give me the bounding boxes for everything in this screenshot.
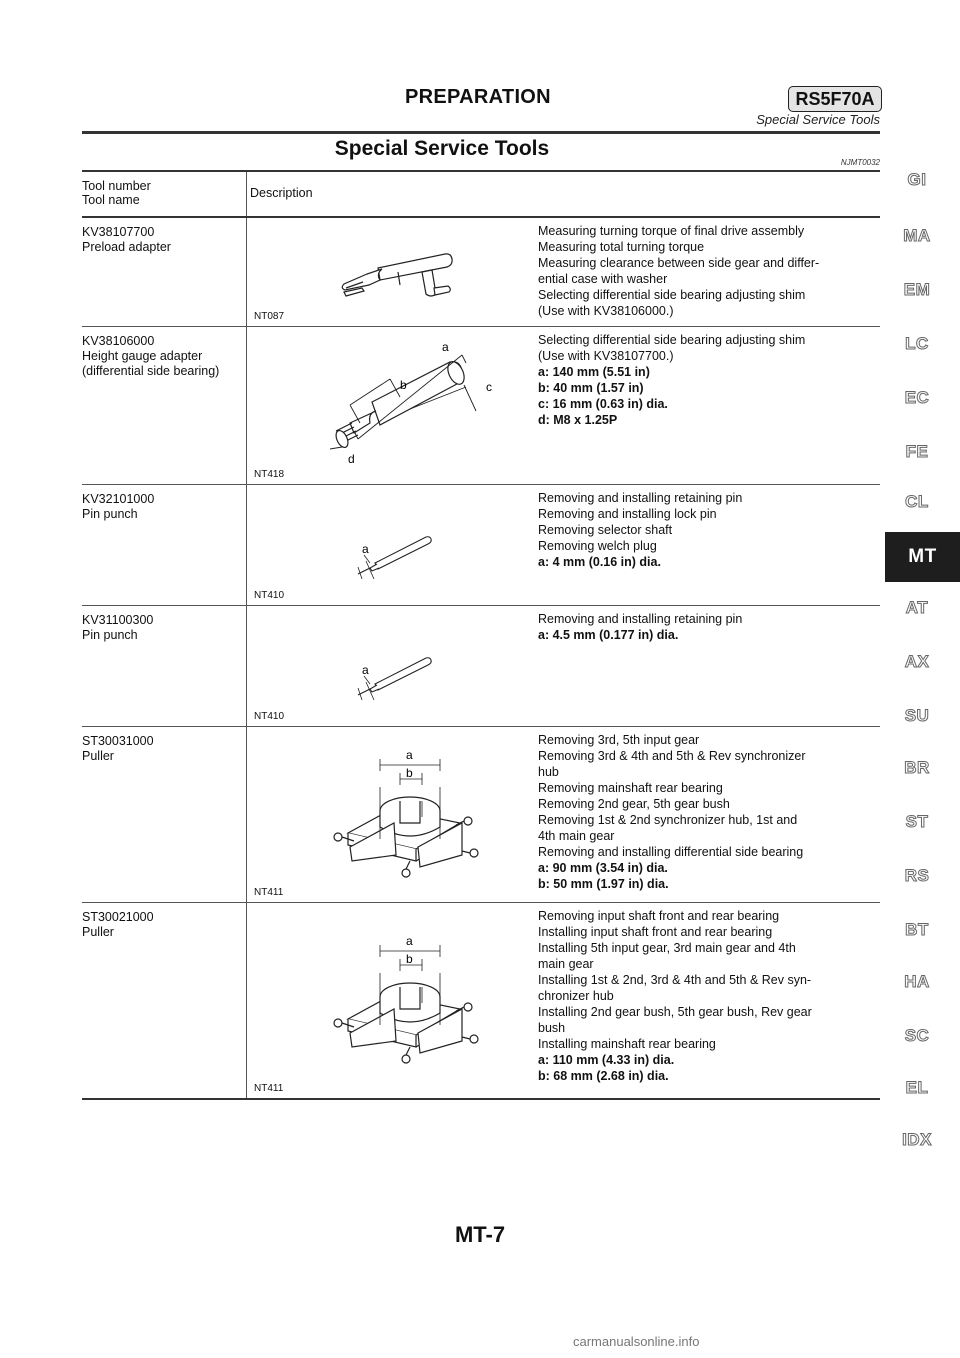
desc-line: Measuring total turning torque (538, 240, 705, 254)
header-rule (82, 131, 880, 134)
tool-description (538, 223, 878, 319)
callout-b: b (406, 766, 413, 780)
tool-figure (250, 485, 534, 605)
desc-line: Removing 3rd & 4th and 5th & Rev synchronizer (538, 749, 806, 763)
header-tool-col (82, 179, 151, 207)
tool-number: ST30021000 (82, 910, 154, 924)
spec-line: b: 40 mm (1.57 in) (538, 381, 644, 395)
tab-ec[interactable]: EC (904, 388, 930, 407)
desc-line: Removing and installing retaining pin (538, 491, 743, 505)
tab-st[interactable]: ST (905, 812, 929, 831)
callout-a: a (362, 663, 369, 677)
pin-punch-illustration (250, 485, 534, 605)
desc-line: main gear (538, 957, 594, 971)
column-divider (246, 606, 247, 726)
desc-line: bush (538, 1021, 566, 1035)
desc-line: hub (538, 765, 559, 779)
header-tool-number: Tool number (82, 179, 151, 193)
tool-id (82, 613, 153, 643)
tool-figure (250, 727, 534, 902)
table-row (82, 218, 880, 327)
tool-name: Pin punch (82, 507, 138, 521)
tool-id (82, 334, 219, 379)
desc-line: Removing and installing differential side bearing (538, 845, 804, 859)
puller-illustration (250, 903, 534, 1098)
desc-line: Selecting differential side bearing adjusting shim (538, 333, 806, 347)
callout-c: c (486, 380, 492, 394)
desc-line: Removing and installing lock pin (538, 507, 717, 521)
desc-line: ential case with washer (538, 272, 668, 286)
desc-line: (Use with KV38107700.) (538, 349, 674, 363)
tab-ma[interactable]: MA (903, 226, 931, 245)
tool-id (82, 225, 171, 255)
tool-number: KV32101000 (82, 492, 155, 506)
table-row (82, 727, 880, 903)
tool-name: (differential side bearing) (82, 364, 220, 378)
watermark: carmanualsonline.info (573, 1334, 700, 1349)
tab-sc[interactable]: SC (904, 1026, 930, 1045)
tab-at[interactable]: AT (905, 598, 929, 617)
desc-line: Removing input shaft front and rear bearing (538, 909, 780, 923)
desc-line: Installing mainshaft rear bearing (538, 1037, 716, 1051)
desc-line: Removing 1st & 2nd synchronizer hub, 1st and (538, 813, 798, 827)
tab-ax[interactable]: AX (904, 652, 930, 671)
desc-line: Selecting differential side bearing adjusting shim (538, 288, 806, 302)
figure-code: NT087 (254, 311, 285, 322)
column-divider (246, 727, 247, 902)
callout-a: a (362, 542, 369, 556)
tab-gi[interactable]: GI (907, 170, 927, 189)
tab-bt[interactable]: BT (905, 920, 929, 939)
spec-line: c: 16 mm (0.63 in) dia. (538, 397, 668, 411)
column-divider (246, 172, 247, 216)
column-divider (246, 485, 247, 605)
tool-number: KV38107700 (82, 225, 155, 239)
tab-su[interactable]: SU (904, 706, 930, 725)
tool-figure (250, 903, 534, 1098)
desc-line: Installing 2nd gear bush, 5th gear bush, Rev gear (538, 1005, 812, 1019)
spec-line: d: M8 x 1.25P (538, 413, 618, 427)
table-row (82, 606, 880, 727)
spec-line: a: 4.5 mm (0.177 in) dia. (538, 628, 679, 642)
desc-line: Removing 2nd gear, 5th gear bush (538, 797, 730, 811)
tab-fe[interactable]: FE (905, 442, 929, 461)
figure-code: NT411 (254, 1083, 284, 1094)
figure-code: NT411 (254, 887, 284, 898)
page-number: MT-7 (454, 1222, 506, 1247)
tool-id (82, 492, 154, 522)
tool-name: Puller (82, 925, 114, 939)
tab-lc[interactable]: LC (905, 334, 929, 353)
desc-line: Removing selector shaft (538, 523, 673, 537)
tool-name: Preload adapter (82, 240, 171, 254)
column-divider (246, 218, 247, 326)
callout-a: a (406, 748, 413, 762)
table-row (82, 903, 880, 1098)
spec-line: b: 50 mm (1.97 in) dia. (538, 877, 669, 891)
figure-code: NT410 (254, 711, 285, 722)
tool-name: Puller (82, 749, 114, 763)
column-divider (246, 903, 247, 1098)
desc-line: Measuring turning torque of final drive assembly (538, 224, 805, 238)
preload-adapter-illustration (250, 218, 534, 326)
desc-line: Installing 1st & 2nd, 3rd & 4th and 5th & Rev syn- (538, 973, 812, 987)
callout-a: a (406, 934, 413, 948)
figure-code: NT418 (254, 469, 285, 480)
tool-number: KV38106000 (82, 334, 155, 348)
figure-code: NT410 (254, 590, 285, 601)
tools-table (82, 172, 880, 1100)
tab-el[interactable]: EL (905, 1078, 929, 1097)
spec-line: a: 140 mm (5.51 in) (538, 365, 650, 379)
section-title: Special Service Tools (334, 137, 550, 160)
tab-br[interactable]: BR (904, 758, 930, 777)
tab-em[interactable]: EM (903, 280, 931, 299)
tab-idx[interactable]: IDX (902, 1130, 932, 1149)
tool-name: Pin punch (82, 628, 138, 642)
column-divider (246, 327, 247, 484)
desc-line: Removing mainshaft rear bearing (538, 781, 723, 795)
height-gauge-adapter-illustration (250, 327, 534, 484)
header-subtitle: Special Service Tools (756, 112, 880, 127)
desc-line: chronizer hub (538, 989, 614, 1003)
table-bottom-rule (82, 1098, 880, 1100)
model-badge: RS5F70A (788, 86, 882, 112)
callout-d: d (348, 452, 355, 466)
puller-illustration (250, 727, 534, 902)
desc-line: Measuring clearance between side gear and differ- (538, 256, 820, 270)
desc-line: Installing input shaft front and rear bearing (538, 925, 773, 939)
tool-description (538, 732, 878, 892)
table-row (82, 327, 880, 485)
section-code: NJMT0032 (840, 158, 880, 167)
callout-b: b (400, 378, 407, 392)
desc-line: Installing 5th input gear, 3rd main gear and 4th (538, 941, 796, 955)
spec-line: a: 4 mm (0.16 in) dia. (538, 555, 661, 569)
header-tool-name: Tool name (82, 193, 140, 207)
table-header (82, 172, 880, 218)
tool-figure (250, 327, 534, 484)
tool-number: ST30031000 (82, 734, 154, 748)
tool-description (538, 332, 878, 428)
callout-a: a (442, 340, 449, 354)
desc-line: Removing 3rd, 5th input gear (538, 733, 700, 747)
tab-rs[interactable]: RS (904, 866, 930, 885)
desc-line: Removing welch plug (538, 539, 657, 553)
desc-line: 4th main gear (538, 829, 615, 843)
tool-number: KV31100300 (82, 613, 154, 627)
tool-id (82, 910, 154, 940)
desc-line: (Use with KV38106000.) (538, 304, 674, 318)
table-row (82, 485, 880, 606)
tool-figure (250, 218, 534, 326)
tab-cl[interactable]: CL (905, 492, 929, 511)
spec-line: b: 68 mm (2.68 in) dia. (538, 1069, 669, 1083)
desc-line: Removing and installing retaining pin (538, 612, 743, 626)
spec-line: a: 90 mm (3.54 in) dia. (538, 861, 668, 875)
tool-description (538, 490, 878, 570)
tab-ha[interactable]: HA (904, 972, 930, 991)
tool-id (82, 734, 154, 764)
header-title: PREPARATION (405, 86, 551, 108)
tool-figure (250, 606, 534, 726)
tab-mt-active[interactable]: MT (885, 532, 960, 582)
tool-description (538, 611, 878, 643)
tool-description (538, 908, 878, 1084)
pin-punch-illustration (250, 606, 534, 726)
spec-line: a: 110 mm (4.33 in) dia. (538, 1053, 675, 1067)
callout-b: b (406, 952, 413, 966)
header-description: Description (250, 186, 313, 200)
tool-name: Height gauge adapter (82, 349, 203, 363)
